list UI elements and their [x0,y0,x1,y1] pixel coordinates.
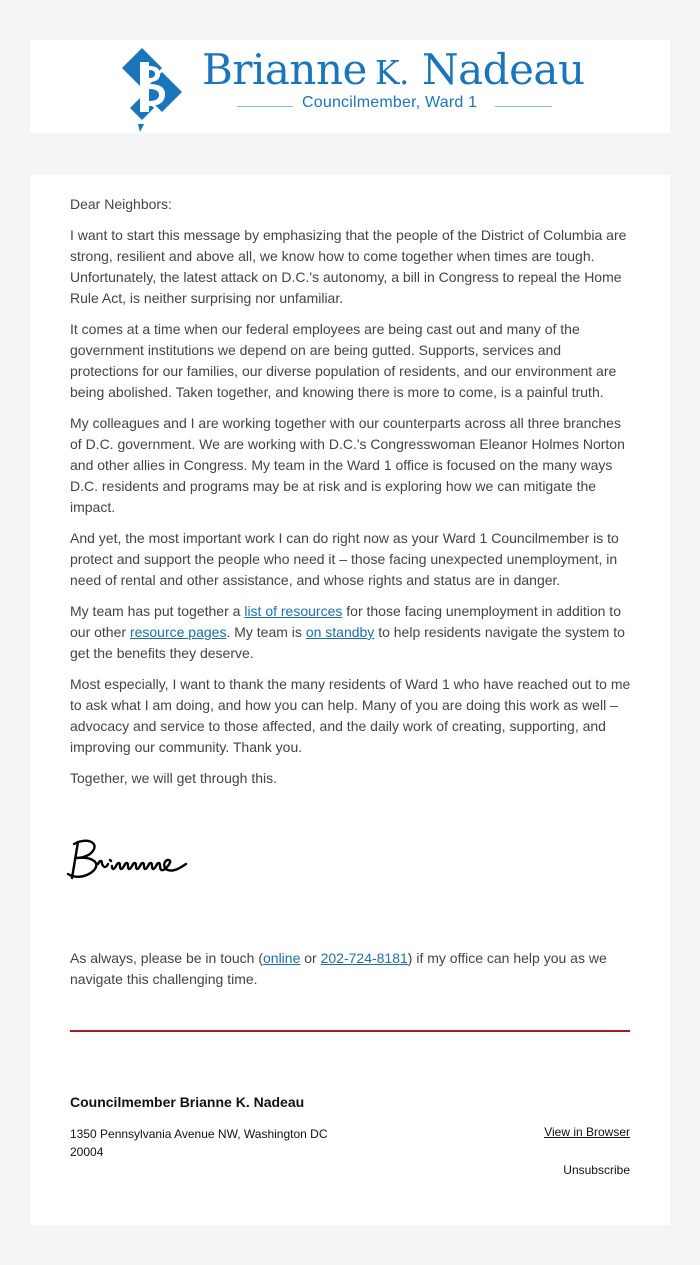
footer-sender-name: Councilmember Brianne K. Nadeau [70,1094,305,1110]
b-diamond-logo-icon [110,44,186,132]
subtitle-rule-left [237,106,293,107]
paragraph-1: I want to start this message by emphasizing that the people of the District of Columbia are strong, resilient and above all, we know how to come together when times are tough. Unfortunately, the latest attack on D.C.'s autonomy, a bill in Congress to repeal the Home Rule Act, is neither surprising nor unfamiliar. [70,227,627,306]
footer-divider [70,1030,630,1032]
paragraph-4: And yet, the most important work I can do right now as your Ward 1 Councilmember is to protect and support the people who need it – those facing unexpected unemployment, in need of rental and other assistance, and whose rights and status are in danger. [70,530,619,588]
signature-image [64,830,214,890]
email-header [30,40,670,133]
list-of-resources-link[interactable]: list of resources [244,603,343,619]
logo-initial: K. [374,53,410,92]
paragraph-5: My team has put together a list of resources for those facing unemployment in addition to our other resource pages. My team is on standby to help residents navigate the system to get the benefits they deserve. [70,603,625,661]
paragraph-7: Together, we will get through this. [70,770,278,786]
paragraph-2: It comes at a time when our federal employees are being cast out and many of the government institutions we depend on are being gutted. Supports, services and protections for our families, our diverse population of residents, and our environment are being abolished. Taken together, and knowing there is more to come, is a painful truth. [70,321,617,400]
letter-card [30,175,670,1225]
resource-pages-link[interactable]: resource pages [129,624,227,640]
logo-first-name: Brianne [202,45,367,94]
phone-link[interactable]: 202-724-8181 [320,950,408,966]
closing-paragraph: As always, please be in touch (online or 202-724-8181) if my office can help you as we navigate this challenging time. [70,950,607,987]
logo-subtitle: Councilmember, Ward 1 [302,94,478,111]
greeting: Dear Neighbors: [70,196,172,212]
logo-last-name: Nadeau [421,45,585,94]
footer-address: 1350 Pennsylvania Avenue NW, Washington DC 20004 [70,1127,328,1159]
letter-body [70,194,632,799]
subtitle-rule-right [495,106,552,107]
on-standby-link[interactable]: on standby [305,624,375,640]
paragraph-3: My colleagues and I are working together with our counterparts across all three branches of D.C. government. We are working with D.C.'s Congresswoman Eleanor Holmes Norton and other allies in Congress. My team in the Ward 1 office is focused on the many ways D.C. residents and programs may be at risk and is exploring how we can mitigate the impact. [70,415,625,515]
view-in-browser-link[interactable]: View in Browser [544,1125,630,1139]
paragraph-6: Most especially, I want to thank the many residents of Ward 1 who have reached out to me to ask what I am doing, and how you can help. Many of you are doing this work as well – advocacy and service to those affected, and the daily work of creating, supporting, and improving our community. Thank you. [70,676,631,755]
unsubscribe-link[interactable]: Unsubscribe [563,1163,630,1177]
online-contact-link[interactable]: online [263,950,301,966]
logo-wordmark [202,46,585,97]
